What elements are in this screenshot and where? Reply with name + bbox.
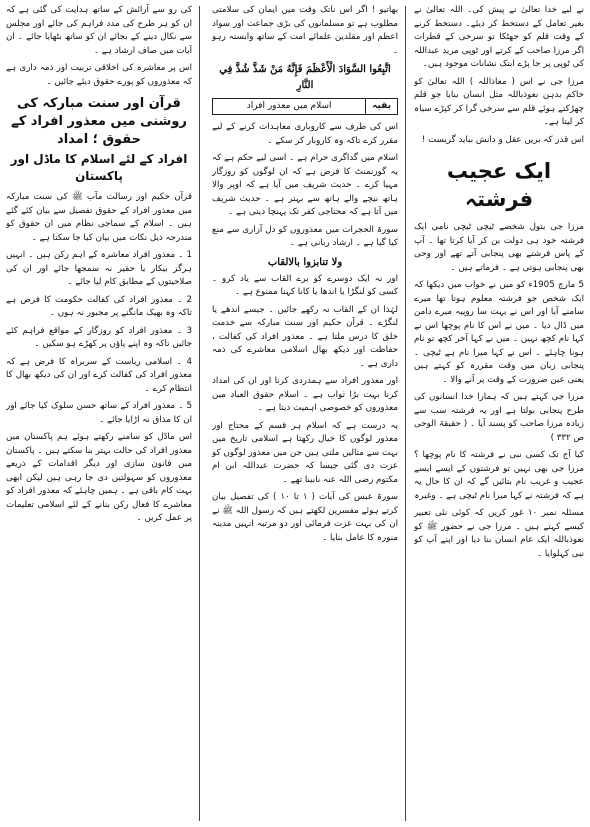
article-paragraph: 1 ۔ معذور افراد معاشرہ کے اہم رکن ہیں ۔ انہیں ہرگز بیکار یا حقیر نہ سمجھا جائے اور ان کی صلاحیتوں کے مطابق کام لیا جائے ۔ bbox=[6, 250, 192, 287]
column-middle bbox=[212, 4, 398, 823]
article-paragraph: مرزا جی بتول شخصے ٹیچی ٹیچی نامی ایک فرشتہ خود ہی دولت بن کر آیا کرتا تھا ۔ آپ کے پاس فرشتے بھی پنجابی آتے تھے اور وحی بھی پنجابی ہوتی ہے ۔ فرماتے ہیں ۔ bbox=[414, 222, 584, 273]
article-paragraph: 5 مارچ 1905ء کو میں نے خواب میں دیکھا کہ ایک شخص جو فرشتہ معلوم ہوتا تھا میرے سامنے آیا اور اس نے بہت سا روپیہ میرے دامن میں ڈال دیا ۔ میں نے اس کا نام پوچھا اس نے کہا نام کچھ نہیں ۔ میں نے کہا آخر کچھ تو نام ہونا چاہئے ۔ اس نے کہا میرا نام ہے ٹیچی ۔ پنجابی زبان میں وقت مقررہ کو کہتے ہیں یعنی عین ضرورت کے وقت پر آنے والا ۔ bbox=[414, 280, 584, 385]
article-paragraph: اور نہ ایک دوسرے کو برے القاب سے یاد کرو ۔ کسی کو لنگڑا یا اندھا یا کانا کہنا ممنوع ہے ۔ bbox=[212, 273, 398, 297]
article-paragraph: 4 ۔ اسلامی ریاست کے سربراہ کا فرض ہے کہ معذور افراد کی کفالت کرے اور ان کی دیکھ بھال کا انتظام کرے ۔ bbox=[6, 356, 192, 394]
continuation-label: بقیہ bbox=[365, 99, 397, 114]
article-paragraph: کیا آج تک کسی نبی نے فرشتہ کا نام پوچھا ؟ مرزا جی بھی نہیں تو فرشتوں کے ایسے ایسے عجیب و غریب نام بتائیں گے کہ ان کا حال یہ ہے کہ فرشتہ نے کہا میرا نام ٹیچی ہے ۔ وغیرہ bbox=[414, 450, 584, 501]
article-paragraph: یہ درست ہے کہ اسلام ہر قسم کے محتاج اور معذور لوگوں کا خیال رکھتا ہے اسلامی تاریخ میں بہت سے مثالیں ملتی ہیں جن میں معذور لوگوں کو عزت دی گئی جیسا کہ حضرت عبداللہ ابن ام مکتوم رضی اللہ عنہ نابینا تھے ۔ bbox=[212, 420, 398, 485]
article-paragraph: 2 ۔ معذور افراد کی کفالت حکومت کا فرض ہے تاکہ وہ بھیک مانگنے پر مجبور نہ ہوں ۔ bbox=[6, 294, 192, 318]
column-divider bbox=[199, 6, 200, 821]
article-paragraph: اور معذور افراد سے ہمدردی کرنا اور ان کی امداد کرنا بہت بڑا ثواب ہے ۔ اسلام حقوق العباد میں معذوروں کو خصوصی اہمیت دیتا ہے ۔ bbox=[212, 376, 398, 413]
article-paragraph: اس ماڈل کو سامنے رکھتے ہوئے ہم پاکستان میں معذور افراد کی حالت بہتر بنا سکتے ہیں ۔ پاکستان میں قانون سازی اور دیگر اقدامات کے ذریعے معذوروں کو سہولتیں دی جا رہی ہیں لیکن ابھی بہت کام باقی ہے ۔ ہمیں چاہئے کہ معذور افراد کو معاشرے کا فعال رکن بنانے کے لئے اسلامی تعلیمات پر عمل کریں ۔ bbox=[6, 432, 192, 523]
continuation-title: اسلام میں معذور افراد bbox=[246, 101, 332, 111]
article-paragraph: اس پر معاشرہ کی اخلاقی تربیت اور ذمہ داری ہے کہ معذوروں کو پورے حقوق دیئے جائیں ۔ bbox=[6, 63, 192, 87]
article-paragraph: سورۃ عبس کی آیات ( ۱ تا ۱۰ ) کی تفصیل بیان کرتے ہوئے مفسرین لکھتے ہیں کہ رسول اللہ ﷺ نے ان کی بہت عزت فرمائی اور دو مرتبہ انہیں مدینہ منورہ کا عامل بنایا ۔ bbox=[212, 492, 398, 543]
article-paragraph: 3 ۔ معذور افراد کو روزگار کے مواقع فراہم کئے جائیں تاکہ وہ اپنے پاؤں پر کھڑے ہو سکیں ۔ bbox=[6, 325, 192, 349]
article-subheading: افراد کے لئے اسلام کا ماڈل اور پاکستان bbox=[10, 152, 188, 183]
article-paragraph: اس قدر کہ بریں عقل و دانش بباید گریست ! bbox=[421, 134, 584, 145]
article-paragraph: نے لیے خدا تعالیٰ نے پیش کی۔ اللہ تعالیٰ نے بغیر تعامل کے دستخط کر دیئے۔ دستخط کرنے کے وقت قلم کو جھٹکا تو سرخی کے قطرات اگر مرزا صاحب کے کرتے اور ٹوپی مرید عبداللہ کی ٹوپی پر جا پڑے ابتک نشانات موجود ہیں۔ bbox=[414, 5, 584, 69]
article-paragraph: مسئلہ نمبر ۱۰ غور کریں کہ کوئی نئی تعبیر کیسے کہتے ہیں ۔ مرزا جی نے حضور ﷺ کو نعوذباللہ ایک عام انسان بنا دیا اور اپنے آپ کو نبی کہلوایا ۔ bbox=[414, 508, 584, 559]
arabic-verse: اتَّبِعُوا السَّوَادَ الْأَعْظَمَ فَإِنَّهُ مَنْ شَذَّ شُذَّ فِي النَّارِ bbox=[219, 64, 391, 91]
article-paragraph: 5 ۔ معذور افراد کے ساتھ حسن سلوک کیا جائے اور ان کا مذاق نہ اڑایا جائے ۔ bbox=[6, 401, 192, 425]
article-paragraph: سورۃ الحجرات میں معذوروں کو دل آزاری سے منع کیا گیا ہے ۔ ارشاد ربانی ہے ۔ bbox=[212, 224, 398, 248]
arabic-verse: ولا تنابزوا بالالقاب bbox=[267, 256, 343, 268]
section-heading: ایک عجیب فرشتہ bbox=[446, 159, 552, 211]
article-paragraph: اسلام میں گداگری حرام ہے ۔ اسی لیے حکم ہے کہ یہ گورنمنٹ کا فرض ہے کہ ان لوگوں کو روزگار مہیا کرے ۔ حدیث شریف میں آیا ہے کہ اوپر والا ہاتھ نیچے والے ہاتھ سے بہتر ہے ۔ حدیث شریف میں آتا ہے کہ محتاجی کفر تک پہنچا دیتی ہے ۔ bbox=[212, 153, 398, 217]
article-paragraph: اس کی طرف سے کاروباری معاہدات کرنے کے لیے مقرر کرے تاکہ وہ کاروبار کر سکے ۔ bbox=[212, 122, 398, 146]
continuation-box bbox=[212, 98, 398, 115]
article-paragraph: مرزا جی کہتے ہیں کہ ہمارا خدا انسانوں کی طرح پنجابی بولتا ہے اور یہ فرشتہ سب سے زیادہ مرزا صاحب کو پسند آیا ۔ ( حقیقۃ الوحی ص ۳۳۲ ) bbox=[414, 392, 584, 443]
column-divider bbox=[405, 6, 406, 821]
column-left bbox=[6, 4, 192, 823]
article-paragraph: قرآن حکیم اور رسالت مآب ﷺ کی سنت مبارکہ میں معذور افراد کے حقوق تفصیل سے بیان کئے گئے ہیں ۔ اسلام کے سماجی نظام میں ان حقوق کو مندرجہ ذیل نکات میں بیان کیا جا سکتا ہے ۔ bbox=[6, 192, 192, 243]
column-right bbox=[414, 4, 584, 823]
article-paragraph: مرزا جی نے اس ( معاذاللہ ) اللہ تعالیٰ کو خاکم بدہن نعوذباللہ مثل انسان بنایا جو قلم چھڑکتے ہوئے قلم سے سرخی گرا کر کپڑے سیاہ کر لیتا ہے۔ bbox=[414, 76, 584, 127]
article-paragraph: بھاتیو ! اگر اس ناتک وقت میں ایمان کی سلامتی مطلوب ہے تو مسلمانوں کی بڑی جماعت اور سواد اعظم اور مقلدین علمائے امت کے ساتھ وابستہ رہو ۔ bbox=[212, 5, 398, 56]
article-heading: قرآن اور سنت مبارکہ کی روشنی میں معذور افراد کے حقوق ؛ امداد bbox=[11, 96, 187, 147]
article-paragraph: کی رو سے آرائش کے ساتھ ہدایت کی گئی ہے کہ ان کو ہر طرح کی مدد فراہم کی جائے اور مجلس سے نکال دینے کے بجائے ان کو ساتھ بٹھایا جائے ۔ ان آیات میں صاف ارشاد ہے ۔ bbox=[6, 5, 192, 56]
article-paragraph: لہٰذا ان کے القاب نہ رکھے جائیں ۔ جیسے اندھے یا لنگڑے ۔ قرآن حکیم اور سنت مبارکہ سے خدمت خلق کا درس ملتا ہے ۔ معذور افراد کی کفالت ، حفاظت اور دیکھ بھال اسلامی معاشرے کی ذمہ داری ہے ۔ bbox=[212, 304, 398, 369]
